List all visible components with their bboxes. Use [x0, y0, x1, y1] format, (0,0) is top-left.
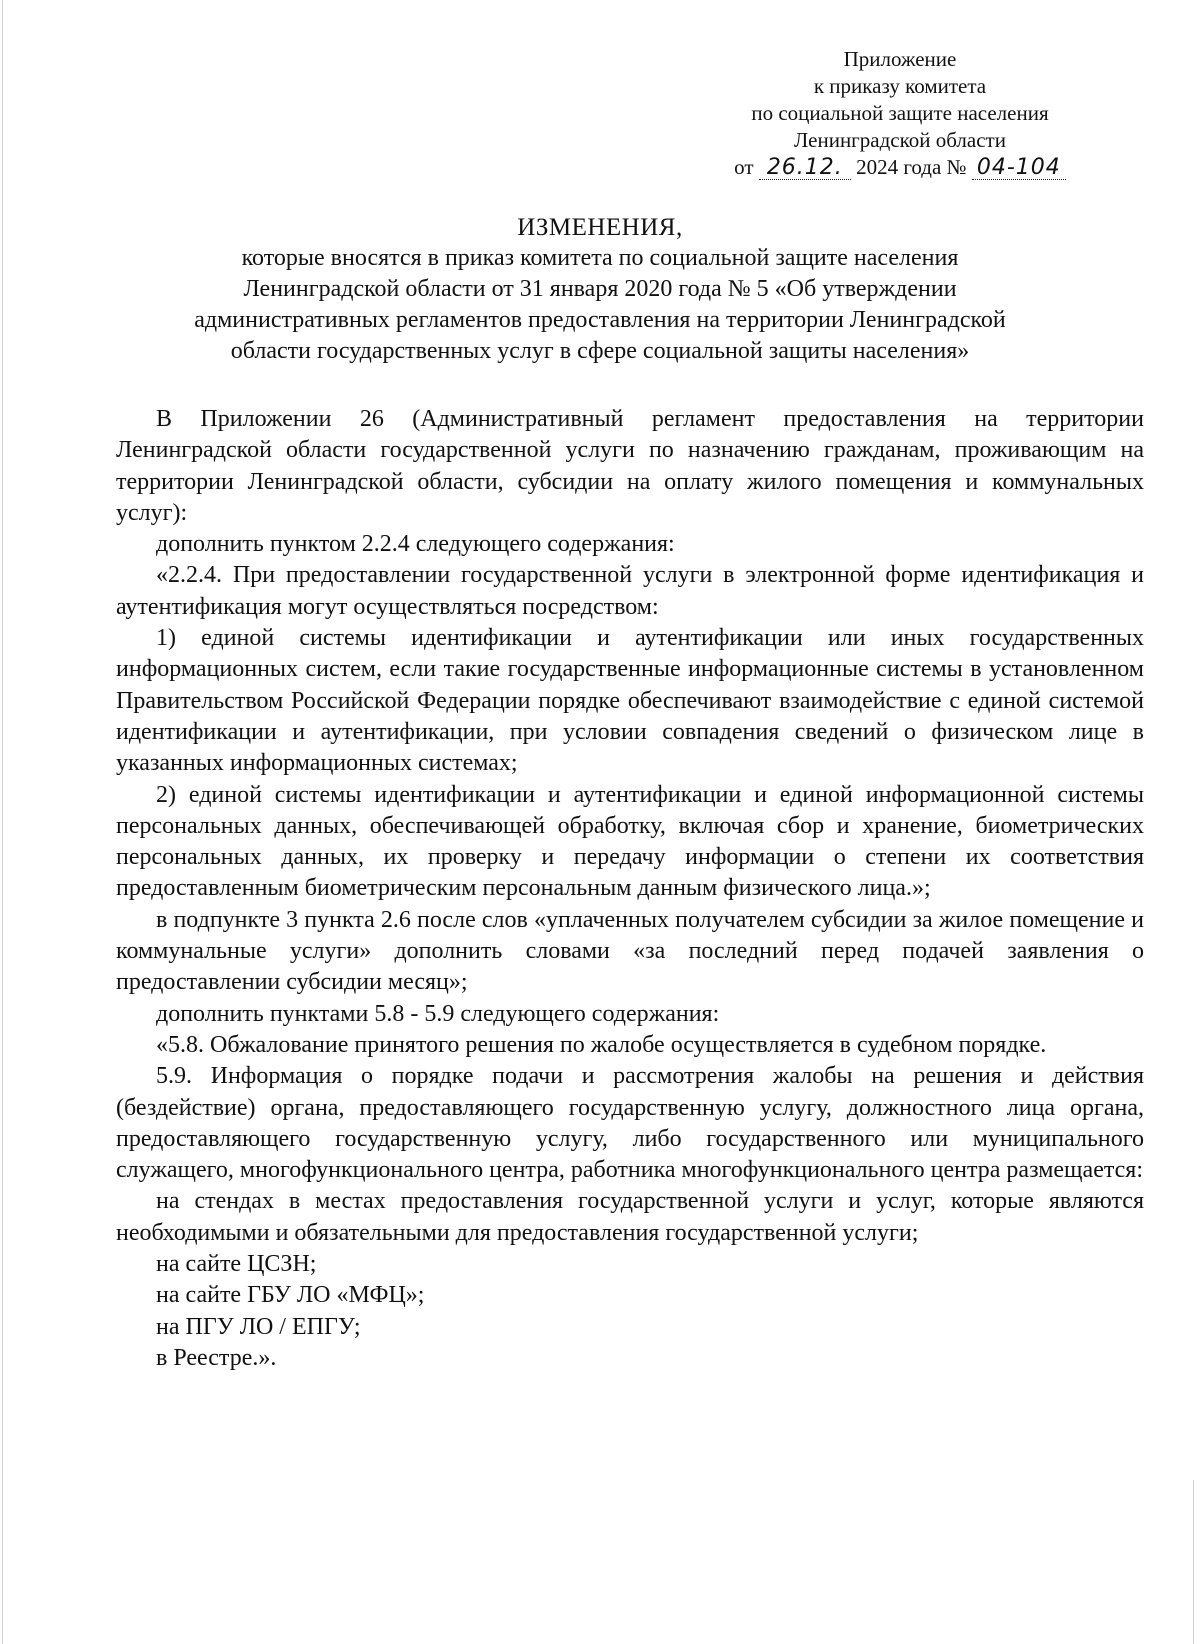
date-prefix: от — [734, 155, 754, 179]
paragraph-registry: в Реестре.». — [156, 1344, 277, 1371]
appendix-line-3: по социальной защите населения — [751, 101, 1049, 125]
scan-edge-left — [2, 0, 3, 1644]
paragraph-5-9: 5.9. Информация о порядке подачи и рассмотрения жалобы на решения и действия (бездействие) органа, предоставляющего государственную услугу, должностного лица органа, предоставляющего государственную услугу, либо государственного или муниципального служащего, многофункционального центра, работника многофункционального центра размещается: — [116, 1063, 1144, 1184]
appendix-line-4: Ленинградской области — [794, 128, 1006, 152]
title-heading: ИЗМЕНЕНИЯ, — [517, 214, 683, 241]
paragraph-mfc-site: на сайте ГБУ ЛО «МФЦ»; — [156, 1282, 425, 1309]
appendix-line-2: к приказу комитета — [813, 74, 987, 98]
paragraph-add-2-2-4: дополнить пунктом 2.2.4 следующего содержания: — [156, 531, 675, 558]
document-title — [120, 212, 1080, 367]
paragraph-5-8: «5.8. Обжалование принятого решения по жалобе осуществляется в судебном порядке. — [156, 1031, 1047, 1058]
appendix-date-line — [700, 154, 1100, 181]
paragraph-pgu: на ПГУ ЛО / ЕПГУ; — [156, 1313, 361, 1340]
title-subline-2: Ленинградской области от 31 января 2020 года № 5 «Об утверждении — [243, 276, 957, 302]
paragraph-2-2-4: «2.2.4. При предоставлении государственной услуги в электронной форме идентификация и аутентификация могут осуществляться посредством: — [116, 562, 1144, 620]
paragraph-appendix-26: В Приложении 26 (Административный регламент предоставления на территории Ленинградской области государственной услуги по назначению гражданам, проживающим на территории Ленинградской области, субсидии на оплату жилого помещения и коммунальных услуг): — [116, 406, 1144, 526]
appendix-header — [700, 46, 1100, 181]
handwritten-number: 04-104 — [972, 157, 1066, 180]
title-subline-3: административных регламентов предоставления на территории Ленинградской — [194, 307, 1006, 333]
paragraph-stands: на стендах в местах предоставления государственной услуги и услуг, которые являются необходимыми и обязательными для предоставления государственной услуги; — [116, 1188, 1144, 1246]
paragraph-item-1: 1) единой системы идентификации и аутентификации или иных государственных информационных систем, если такие государственные информационные системы в установленном Правительством Российской Федерации порядке обеспечивают взаимодействие с единой системой идентификации и аутентификации, при условии совпадения сведений о физическом лице в указанных информационных системах; — [116, 625, 1144, 777]
paragraph-cszn-site: на сайте ЦСЗН; — [156, 1251, 317, 1278]
title-subline-4: области государственных услуг в сфере социальной защиты населения» — [230, 338, 970, 364]
document-body — [116, 404, 1144, 1374]
handwritten-date: 26.12. — [759, 157, 851, 180]
paragraph-add-5-8-5-9: дополнить пунктами 5.8 - 5.9 следующего содержания: — [156, 1000, 720, 1027]
paragraph-subitem-3: в подпункте 3 пункта 2.6 после слов «уплаченных получателем субсидии за жилое помещение и коммунальные услуги» дополнить словами «за последний перед подачей заявления о предоставлении субсидии месяц»; — [116, 906, 1144, 996]
appendix-line-1: Приложение — [843, 47, 957, 71]
scan-edge-right — [1193, 1480, 1194, 1644]
paragraph-item-2: 2) единой системы идентификации и аутентификации и единой информационной системы персональных данных, обеспечивающей обработку, включая сбор и хранение, биометрических персональных данных, их проверку и передачу информации о степени их соответствия предоставленным биометрическим персональным данным физического лица.»; — [116, 781, 1144, 902]
date-suffix: 2024 года № — [856, 155, 967, 179]
title-subline-1: которые вносятся в приказ комитета по социальной защите населения — [241, 245, 959, 271]
